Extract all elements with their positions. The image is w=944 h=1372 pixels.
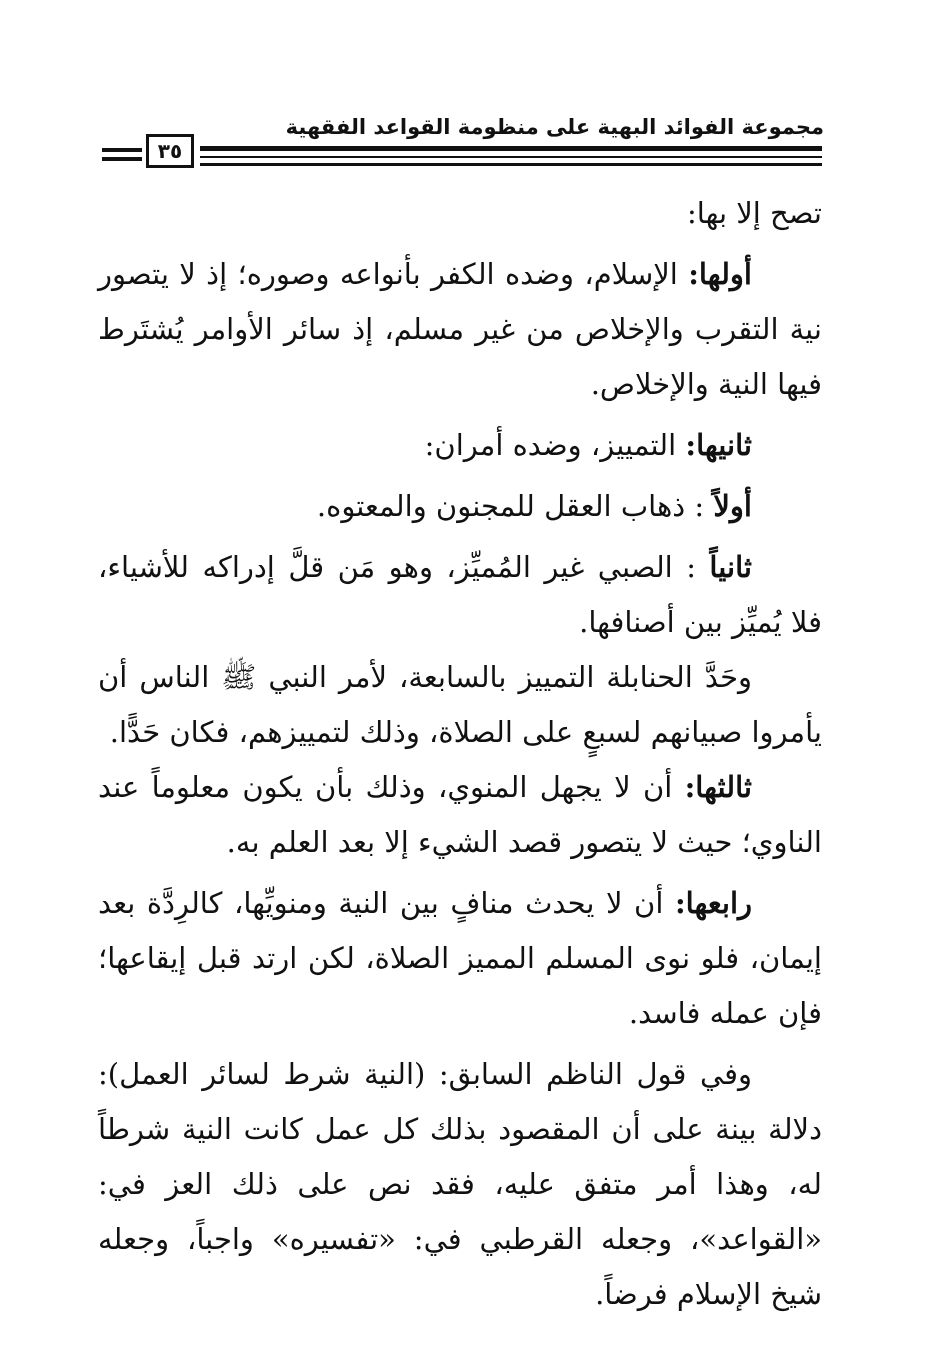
paragraph-text: : ذهاب العقل للمجنون والمعتوه. [316,489,714,523]
paragraph-label: أولها: [688,257,752,291]
paragraph-label: رابعها: [674,886,752,920]
running-title: مجموعة الفوائد البهية على منظومة القواعد الفقهية [285,115,824,139]
paragraph-label: أولاً [713,489,752,523]
header-rule-bottom [200,163,822,166]
header-dash-upper [102,148,142,152]
paragraph-hanabila: وحَدَّ الحنابلة التمييز بالسابعة، لأمر النبي ﷺ الناس أن يأمروا صبيانهم لسبعٍ على الصلاة، وذلك لتمييزهم، فكان حَدًّا. [98,660,822,749]
paragraph-label: ثانياً [709,550,752,584]
paragraph-fourth-condition [98,876,822,1041]
paragraph-commentary: وفي قول الناظم السابق: (النية شرط لسائر العمل): دلالة بينة على أن المقصود بذلك كل عمل كانت النية شرطاً له، وهذا أمر متفق عليه، فقد نص على ذلك العز في: «القواعد»، وجعله القرطبي في: «تفسيره» واجباً، وجعله شيخ الإسلام فرضاً. [98,1057,822,1311]
paragraph-first-condition [98,247,822,412]
paragraph-second-condition [98,418,822,473]
paragraph-text: الإسلام، وضده الكفر بأنواعه وصوره؛ إذ لا يتصور نية التقرب والإخلاص من غير مسلم، إذ سائر الأوامر يُشتَرط فيها النية والإخلاص. [98,257,822,401]
header-dash-lower [102,157,142,161]
paragraph-intro: تصح إلا بها: [686,196,822,230]
paragraph-text: أن لا يحدث منافٍ بين النية ومنويِّها، كالرِدَّة بعد إيمان، فلو نوى المسلم المميز الصلاة، لكن ارتد قبل إيقاعها؛ فإن عمله فاسد. [98,886,822,1030]
header-rule-thin [200,156,822,158]
page-number: ٣٥ [146,134,194,168]
paragraph-label: ثالثها: [684,770,752,804]
body-text [98,186,822,1322]
paragraph-text: أن لا يجهل المنوي، وذلك بأن يكون معلوماً عند الناوي؛ حيث لا يتصور قصد الشيء إلا بعد العلم به. [98,770,822,859]
paragraph-label: ثانيها: [685,428,752,462]
paragraph-first-item [98,479,822,534]
paragraph-text: : الصبي غير المُميِّز، وهو مَن قلَّ إدراكه للأشياء، فلا يُميِّز بين أصنافها. [98,550,822,639]
paragraph-text: التمييز، وضده أمران: [424,428,686,462]
header-rule-thick [200,146,822,151]
paragraph-third-condition [98,760,822,870]
paragraph-second-item [98,540,822,650]
